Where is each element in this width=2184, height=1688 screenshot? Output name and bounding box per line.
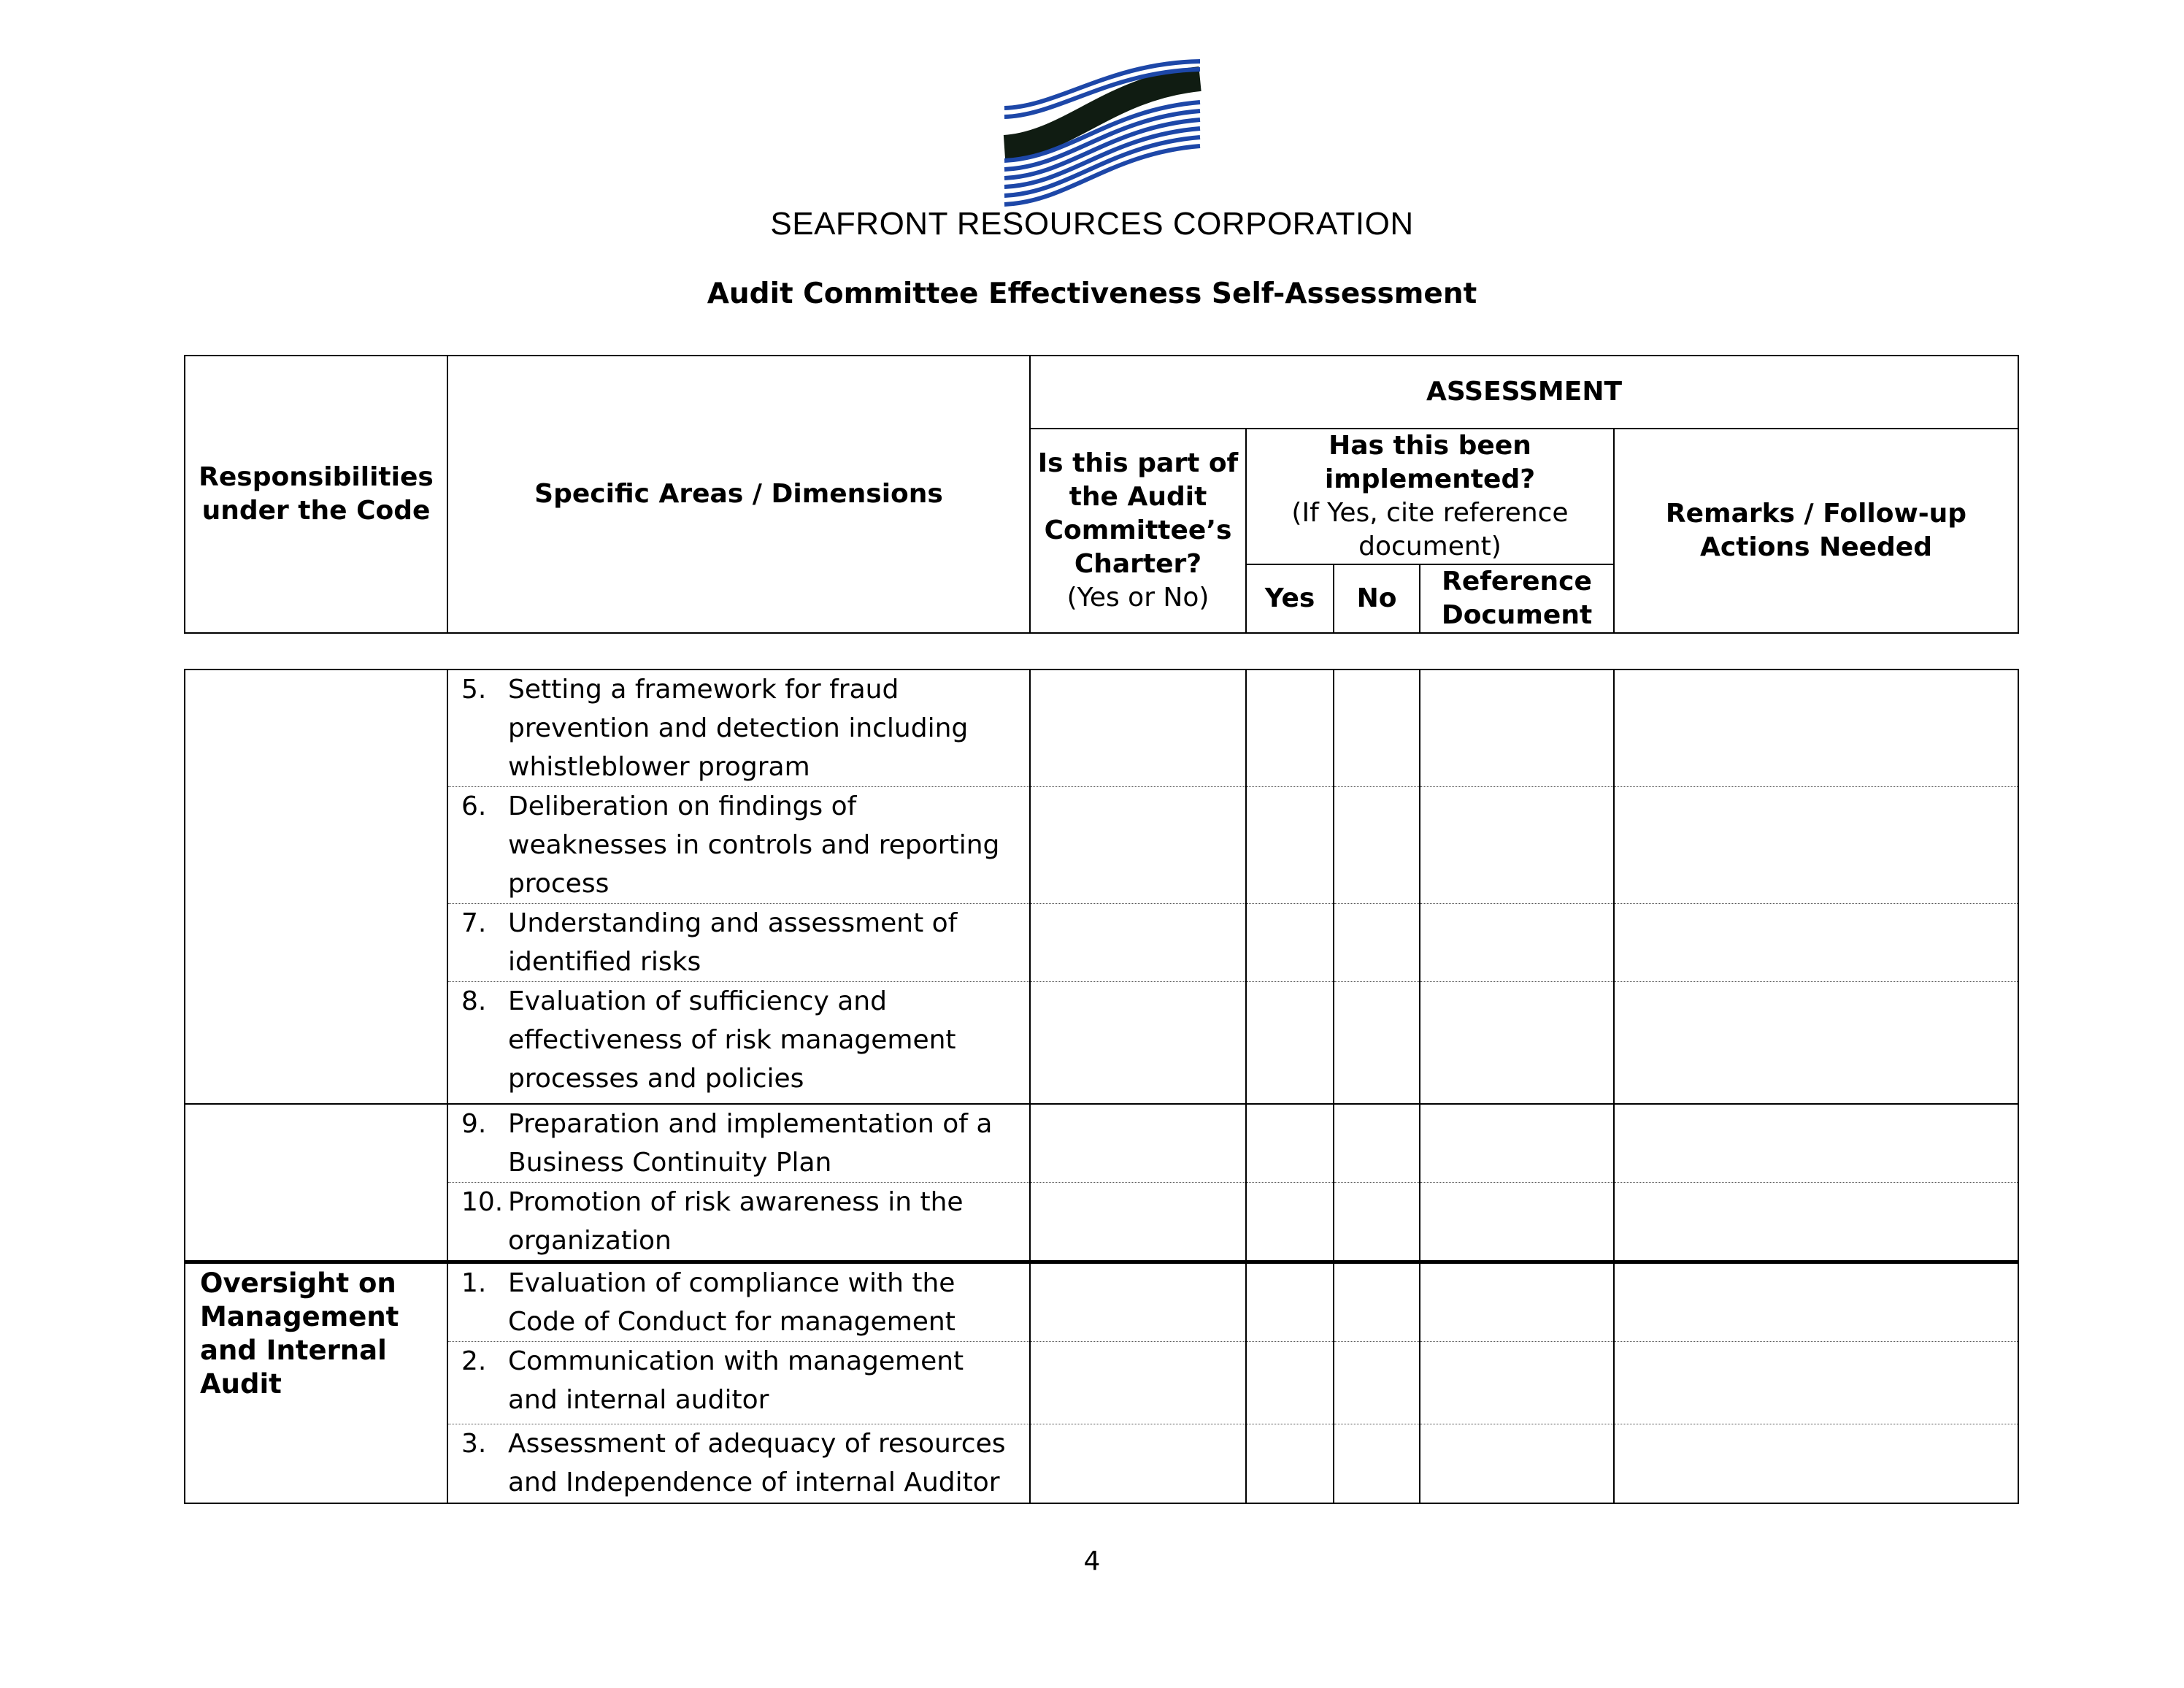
implemented-group-header <box>1246 429 1614 564</box>
remarks-cell[interactable] <box>1614 1183 2018 1262</box>
yes-cell[interactable] <box>1246 1342 1334 1424</box>
document-title: Audit Committee Effectiveness Self-Assessment <box>707 277 1477 310</box>
no-cell[interactable] <box>1334 1262 1420 1342</box>
charter-answer-cell[interactable] <box>1030 1104 1246 1183</box>
seafront-wave-logo-icon <box>1000 58 1204 209</box>
assessment-group-header: ASSESSMENT <box>1030 356 2018 429</box>
charter-answer-cell[interactable] <box>1030 982 1246 1104</box>
reference-cell[interactable] <box>1420 904 1614 982</box>
no-cell[interactable] <box>1334 1424 1420 1503</box>
charter-question: Is this part of the Audit Committee’s Charter? <box>1037 448 1239 579</box>
yes-cell[interactable] <box>1246 1104 1334 1183</box>
item-text: Setting a framework for fraud prevention and detection including whistleblower program <box>508 675 969 782</box>
charter-answer-cell[interactable] <box>1030 1342 1246 1424</box>
charter-answer-cell[interactable] <box>1030 787 1246 904</box>
no-column-header: No <box>1334 564 1420 633</box>
charter-answer-cell[interactable] <box>1030 904 1246 982</box>
yes-cell[interactable] <box>1246 1183 1334 1262</box>
no-cell[interactable] <box>1334 1342 1420 1424</box>
item-text: Preparation and implementation of a Business Continuity Plan <box>508 1108 993 1178</box>
page-number: 4 <box>1083 1546 1101 1576</box>
no-cell[interactable] <box>1334 787 1420 904</box>
reference-cell[interactable] <box>1420 670 1614 787</box>
reference-column-header: Reference Document <box>1420 564 1614 633</box>
specific-areas-column-header: Specific Areas / Dimensions <box>447 356 1030 633</box>
no-cell[interactable] <box>1334 1183 1420 1262</box>
area-cell <box>447 1342 1030 1424</box>
no-cell[interactable] <box>1334 904 1420 982</box>
area-cell <box>447 1262 1030 1342</box>
yes-cell[interactable] <box>1246 670 1334 787</box>
item-text: Promotion of risk awareness in the organization <box>508 1187 964 1256</box>
item-number: 1. <box>461 1268 487 1298</box>
reference-cell[interactable] <box>1420 1104 1614 1183</box>
responsibility-cell <box>185 670 447 1104</box>
remarks-cell[interactable] <box>1614 787 2018 904</box>
item-text: Understanding and assessment of identified risks <box>508 908 958 977</box>
no-cell[interactable] <box>1334 670 1420 787</box>
item-number: 8. <box>461 986 487 1016</box>
area-cell <box>447 982 1030 1104</box>
responsibility-cell-oversight: Oversight on Management and Internal Audit <box>185 1262 447 1503</box>
remarks-cell[interactable] <box>1614 1104 2018 1183</box>
charter-answer-cell[interactable] <box>1030 670 1246 787</box>
remarks-cell[interactable] <box>1614 904 2018 982</box>
area-cell <box>447 904 1030 982</box>
item-number: 5. <box>461 675 487 705</box>
charter-column-header <box>1030 429 1246 633</box>
reference-cell[interactable] <box>1420 1262 1614 1342</box>
assessment-body-table <box>184 669 2019 1504</box>
yes-cell[interactable] <box>1246 1262 1334 1342</box>
no-cell[interactable] <box>1334 982 1420 1104</box>
yes-cell[interactable] <box>1246 982 1334 1104</box>
remarks-cell[interactable] <box>1614 982 2018 1104</box>
reference-cell[interactable] <box>1420 1183 1614 1262</box>
area-cell <box>447 1183 1030 1262</box>
no-cell[interactable] <box>1334 1104 1420 1183</box>
responsibilities-column-header: Responsibilities under the Code <box>185 356 447 633</box>
implemented-question: Has this been implemented? <box>1324 431 1536 494</box>
item-text: Communication with management and internal auditor <box>508 1346 964 1415</box>
yes-cell[interactable] <box>1246 1424 1334 1503</box>
company-name: SEAFRONT RESOURCES CORPORATION <box>770 206 1414 242</box>
item-number: 7. <box>461 908 487 938</box>
area-cell <box>447 787 1030 904</box>
item-text: Deliberation on findings of weaknesses in controls and reporting process <box>508 791 1000 899</box>
responsibility-cell <box>185 1104 447 1262</box>
area-cell <box>447 1424 1030 1503</box>
reference-cell[interactable] <box>1420 1424 1614 1503</box>
item-number: 3. <box>461 1429 487 1459</box>
implemented-hint: (If Yes, cite reference document) <box>1291 498 1569 561</box>
charter-answer-cell[interactable] <box>1030 1424 1246 1503</box>
item-number: 2. <box>461 1346 487 1376</box>
yes-cell[interactable] <box>1246 787 1334 904</box>
item-number: 9. <box>461 1108 487 1139</box>
reference-cell[interactable] <box>1420 1342 1614 1424</box>
remarks-cell[interactable] <box>1614 1262 2018 1342</box>
reference-cell[interactable] <box>1420 787 1614 904</box>
reference-cell[interactable] <box>1420 982 1614 1104</box>
assessment-header-table <box>184 355 2019 634</box>
item-text: Evaluation of compliance with the Code of Conduct for management <box>508 1268 956 1337</box>
item-text: Evaluation of sufficiency and effectiveness of risk management processes and policies <box>508 986 956 1094</box>
item-number: 10. <box>461 1187 504 1217</box>
remarks-column-header: Remarks / Follow-up Actions Needed <box>1614 429 2018 633</box>
yes-column-header: Yes <box>1246 564 1334 633</box>
charter-answer-cell[interactable] <box>1030 1262 1246 1342</box>
item-text: Assessment of adequacy of resources and Independence of internal Auditor <box>508 1429 1006 1497</box>
charter-hint: (Yes or No) <box>1066 583 1210 613</box>
remarks-cell[interactable] <box>1614 1342 2018 1424</box>
remarks-cell[interactable] <box>1614 670 2018 787</box>
area-cell <box>447 670 1030 787</box>
yes-cell[interactable] <box>1246 904 1334 982</box>
area-cell <box>447 1104 1030 1183</box>
remarks-cell[interactable] <box>1614 1424 2018 1503</box>
item-number: 6. <box>461 791 487 821</box>
charter-answer-cell[interactable] <box>1030 1183 1246 1262</box>
